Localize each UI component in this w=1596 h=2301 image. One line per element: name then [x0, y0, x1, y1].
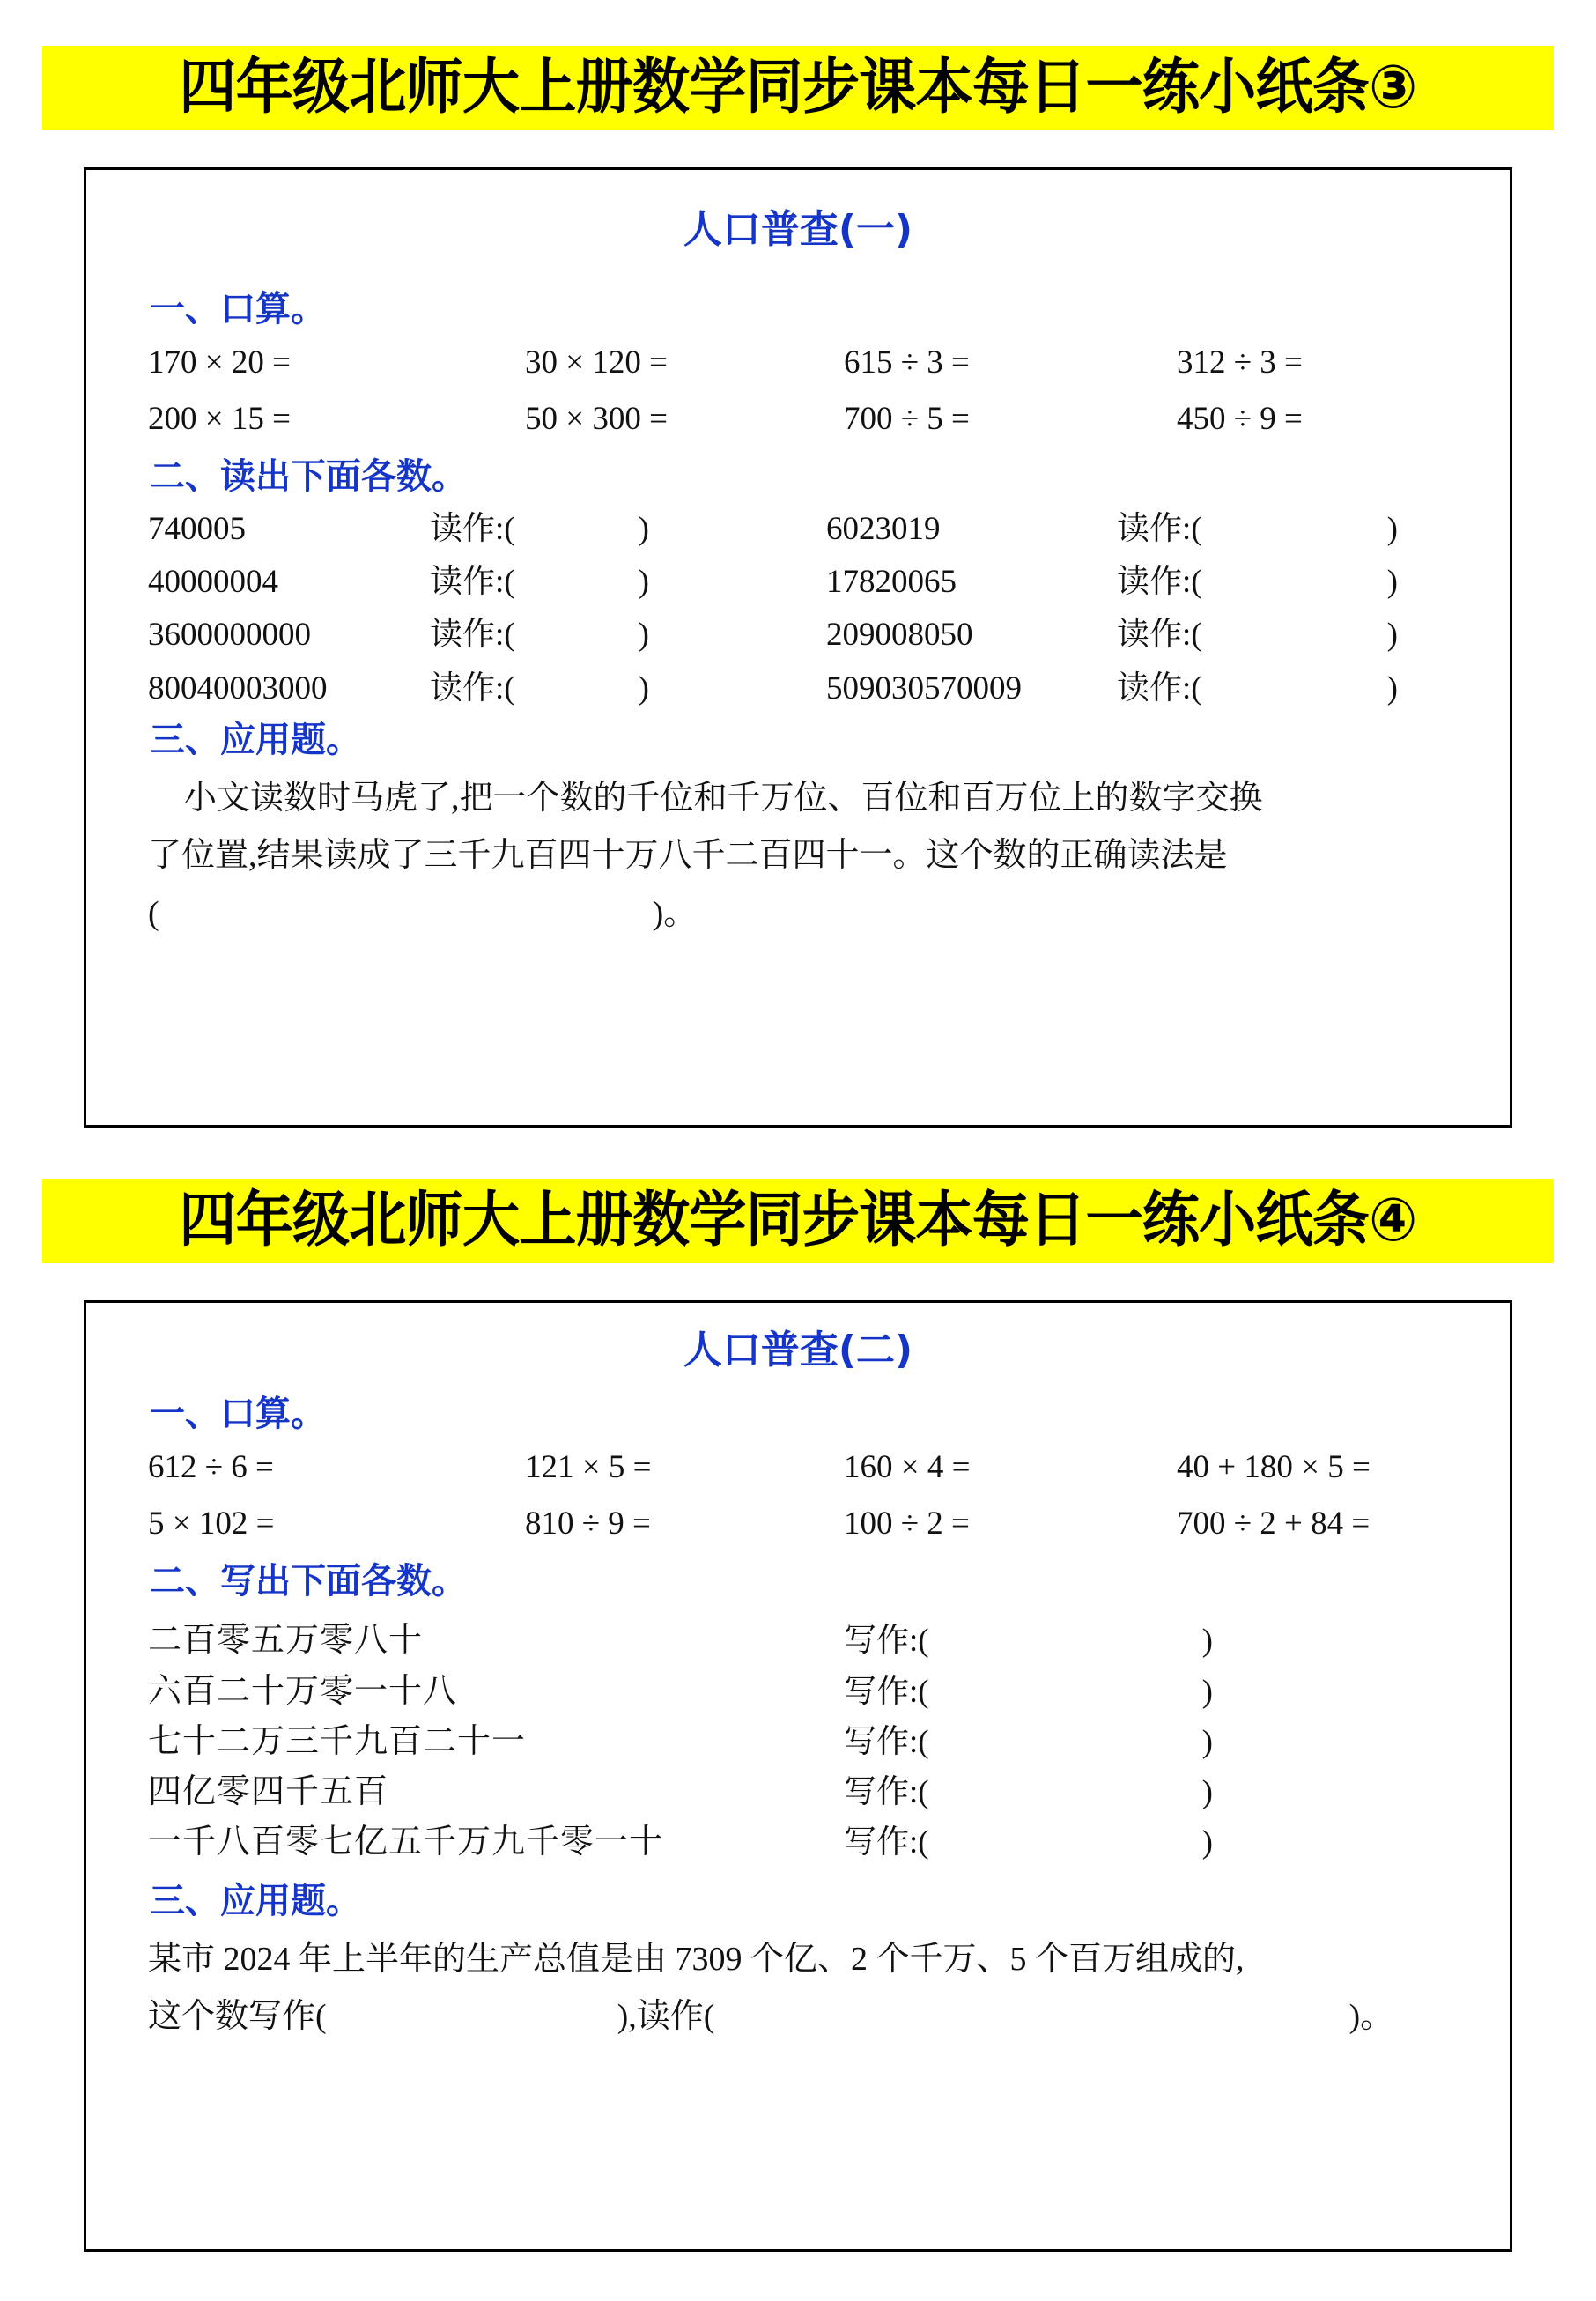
write-label: 写作:( [844, 1824, 929, 1861]
page-title-1: 人口普查(一) [683, 207, 913, 252]
read-label: 读作:( [1117, 564, 1202, 601]
calc-item: 612 ÷ 6 = [148, 1449, 274, 1486]
write-number-row [148, 1613, 1483, 1663]
close-paren: ) [1386, 617, 1398, 654]
calc-item: 40 + 180 × 5 = [1177, 1449, 1371, 1486]
write-answer-blank[interactable] [844, 1664, 1213, 1712]
page-title-2: 人口普查(二) [683, 1328, 913, 1372]
close-paren: ) [638, 511, 649, 548]
calc-item: 200 × 15 = [148, 401, 291, 438]
close-paren: ) [1386, 670, 1398, 707]
number-value: 40000004 [148, 564, 278, 601]
write-label: 写作:( [844, 1673, 929, 1710]
calc-grid-2 [148, 1446, 1483, 1546]
chinese-number: 一千八百零七亿五千万九千零一十 [148, 1824, 664, 1861]
number-value: 3600000000 [148, 617, 311, 654]
worksheet-page [0, 46, 1596, 2301]
read-answer-blank[interactable] [1117, 614, 1540, 656]
calc-item: 121 × 5 = [525, 1449, 652, 1486]
read-answer-blank[interactable] [430, 508, 826, 551]
read-answer-blank[interactable] [430, 668, 826, 710]
calc-grid-1 [148, 341, 1483, 441]
calc-item: 100 ÷ 2 = [844, 1506, 970, 1543]
write-number-row [148, 1714, 1483, 1765]
read-label: 读作:( [1117, 617, 1202, 654]
write-label: 写作:( [844, 1774, 929, 1811]
close-paren: ) [1386, 511, 1398, 548]
close-paren: )。 [1348, 1998, 1394, 2036]
calc-item: 615 ÷ 3 = [844, 344, 970, 381]
read-answer-blank[interactable] [1117, 668, 1540, 710]
open-paren: ( [148, 894, 159, 932]
chinese-number: 六百二十万零一十八 [148, 1672, 458, 1710]
calc-item: 30 × 120 = [525, 344, 668, 381]
word-problem-line-1: 小文读数时马虎了,把一个数的千位和千万位、百位和百万位上的数字交换 [183, 779, 1263, 817]
number-value: 509030570009 [826, 670, 1022, 707]
worksheet-card-2 [84, 1300, 1512, 2252]
calc-item: 700 ÷ 5 = [844, 401, 970, 438]
close-paren: ) [1386, 564, 1398, 601]
number-value: 17820065 [826, 564, 957, 601]
number-value: 209008050 [826, 617, 973, 654]
calc-item: 312 ÷ 3 = [1177, 344, 1303, 381]
close-paren: ) [638, 670, 649, 707]
banner-sheet-3 [42, 46, 1554, 130]
section-heading-2-2: 二、写出下面各数。 [150, 1561, 467, 1602]
close-paren: ) [638, 617, 649, 654]
close-paren: ) [1201, 1774, 1213, 1811]
close-paren: ) [1201, 1623, 1213, 1660]
read-answer-blank[interactable] [1117, 561, 1540, 603]
read-label: 读作:( [1117, 511, 1202, 548]
section-heading-1-1: 一、口算。 [150, 289, 326, 330]
chinese-number: 四亿零四千五百 [148, 1773, 389, 1811]
read-label: 读作:( [430, 670, 515, 707]
write-answer-blank[interactable] [844, 1765, 1213, 1812]
read-label: 读作:( [1117, 670, 1202, 707]
number-value: 80040003000 [148, 670, 328, 707]
calc-item: 700 ÷ 2 + 84 = [1177, 1506, 1371, 1543]
write-label: 写作:( [844, 1623, 929, 1660]
close-paren: ) [1201, 1723, 1213, 1760]
close-paren: ) [1201, 1673, 1213, 1710]
banner-title-4: 四年级北师大上册数学同步课本每日一练小纸条④ [179, 1186, 1417, 1255]
banner-title-3: 四年级北师大上册数学同步课本每日一练小纸条③ [179, 53, 1417, 122]
close-paren: ) [638, 564, 649, 601]
calc-item: 450 ÷ 9 = [1177, 401, 1303, 438]
calc-item: 50 × 300 = [525, 401, 668, 438]
section-heading-1-3: 三、应用题。 [150, 719, 361, 760]
write-label: 写作:( [844, 1723, 929, 1760]
read-answer-blank[interactable] [430, 561, 826, 603]
write-number-row [148, 1765, 1483, 1815]
write-answer-blank[interactable] [844, 1815, 1213, 1862]
number-value: 740005 [148, 511, 246, 548]
calc-item: 160 × 4 = [844, 1449, 971, 1486]
read-label: 读作:( [430, 511, 515, 548]
read-label: 读作:( [430, 564, 515, 601]
close-paren: ) [1201, 1824, 1213, 1861]
word-problem-2-answer-line[interactable] [148, 1990, 1483, 2045]
write-answer-blank[interactable] [844, 1613, 1213, 1661]
write-prompt: 这个数写作( [148, 1998, 327, 2036]
read-answer-blank[interactable] [1117, 508, 1540, 551]
write-number-row [148, 1815, 1483, 1865]
read-number-grid [148, 508, 1483, 709]
section-heading-2-3: 三、应用题。 [150, 1880, 361, 1921]
read-label: 读作:( [430, 617, 515, 654]
write-number-row [148, 1664, 1483, 1714]
word-problem-answer-line[interactable] [148, 887, 1483, 942]
write-answer-blank[interactable] [844, 1714, 1213, 1762]
worksheet-card-1 [84, 167, 1512, 1128]
read-answer-blank[interactable] [430, 614, 826, 656]
calc-item: 5 × 102 = [148, 1506, 275, 1543]
calc-item: 170 × 20 = [148, 344, 291, 381]
word-problem-line-2: 了位置,结果读成了三千九百四十万八千二百四十一。这个数的正确读法是 [148, 837, 1228, 875]
chinese-number: 七十二万三千九百二十一 [148, 1722, 527, 1760]
banner-sheet-4 [42, 1179, 1554, 1263]
chinese-number: 二百零五万零八十 [148, 1622, 424, 1660]
calc-item: 810 ÷ 9 = [525, 1506, 651, 1543]
section-heading-2-1: 一、口算。 [150, 1394, 326, 1435]
read-prompt: ),读作( [617, 1998, 715, 2036]
number-value: 6023019 [826, 511, 941, 548]
section-heading-1-2: 二、读出下面各数。 [150, 456, 467, 498]
word-problem-2-line-1: 某市 2024 年上半年的生产总值是由 7309 个亿、2 个千万、5 个百万组成的, [148, 1940, 1245, 1978]
close-paren: )。 [652, 894, 698, 932]
